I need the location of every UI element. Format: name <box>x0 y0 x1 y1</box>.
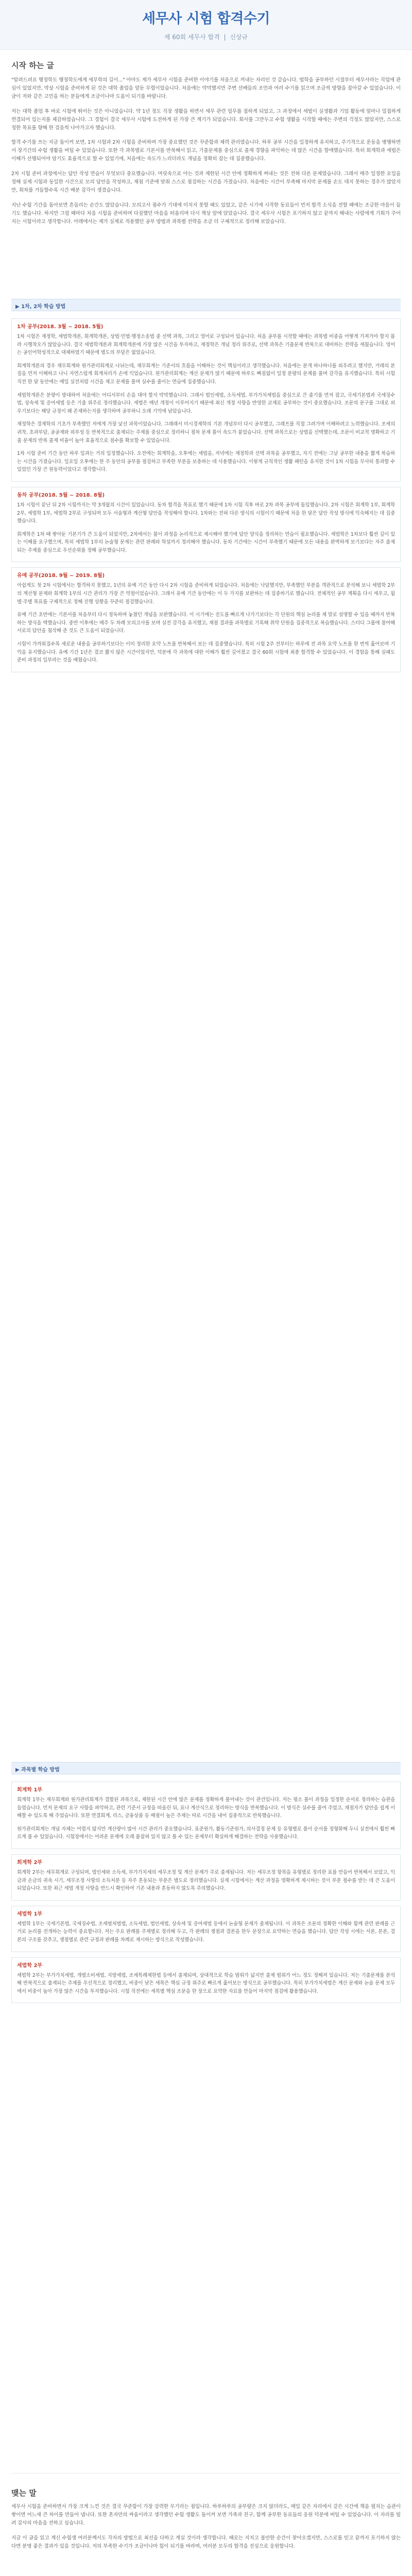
study-period-box <box>11 318 401 482</box>
page-title: 세무사 시험 합격수기 <box>142 11 270 27</box>
paragraph: 지금 이 글을 읽고 계신 수험생 여러분께서도 각자의 방법으로 최선을 다하고 계실 것이라 생각합니다. 때로는 지치고 불안한 순간이 찾아오겠지만, 스스로를 믿고 끝까지 포기하지 않는다면 분명 좋은 결과가 있을 것입니다. 저의 부족한 수기가 조금이나마 힘이 되기를 바라며, 여러분 모두의 합격을 진심으로 응원합니다. <box>11 2535 401 2549</box>
author-name: 신상규 <box>230 33 248 41</box>
subject-method-boxes <box>11 1782 401 2008</box>
box-heading: 회계학 2부 <box>17 1859 43 1866</box>
study-period-box <box>11 1906 401 1952</box>
paragraph: 세무사 시험을 준비하면서 가장 크게 느낀 것은 결국 꾸준함이 가장 강력한 무기라는 점입니다. 하루하루의 공부량은 크지 않더라도, 매일 같은 자리에서 같은 시간에 책을 펼치는 습관이 쌓이면 어느새 큰 차이를 만들어 냅니다. 또한 혼자만의 싸움이라고 생각했던 수험 생활도 돌이켜 보면 가족과 친구, 함께 공부한 동료들의 응원 덕분에 버틸 수 있었습니다. 이 자리를 빌려 감사의 마음을 전하고 싶습니다. <box>11 2504 401 2526</box>
box-heading: 1차 공부(2018. 3월 ~ 2018. 5월) <box>17 324 104 330</box>
study-period-box <box>11 567 401 672</box>
box-heading: 동차 공부(2018. 5월 ~ 2018. 8월) <box>17 492 105 498</box>
paragraph: 세법학 2부는 부가가치세법, 개별소비세법, 지방세법, 조세특례제한법 등에서 출제되며, 상대적으로 학습 범위가 넓지만 출제 범위가 어느 정도 정해져 있습니다. 저는 기출문제를 분석해 반복적으로 출제되는 주제를 우선적으로 정리했고, 비중이 낮은 세목은 핵심 규정 위주로 빠르게 훑어보는 방식으로 공부했습니다. 특히 부가가치세법은 계산 문제와 논술 문제 모두에서 비중이 높아 가장 많은 시간을 투자했습니다. 시험 직전에는 세목별 핵심 조문을 한 장으로 요약한 자료를 만들어 마지막 점검에 활용했습니다. <box>17 1972 395 1994</box>
paragraph: 합격 수기를 쓰는 지금 돌이켜 보면, 1차 시험과 2차 시험을 준비하며 가장 중요했던 것은 꾸준함과 체력 관리였습니다. 하루 공부 시간을 일정하게 유지하고, 주기적으로 운동을 병행하면서 장기간의 수험 생활을 버틸 수 있었습니다. 또한 각 과목별로 기본서를 반복해서 읽고, 기출문제를 중심으로 출제 경향을 파악하는 데 많은 시간을 할애했습니다. 특히 회계학과 세법은 이해가 선행되어야 암기도 효율적으로 할 수 있었기에, 처음에는 속도가 느리더라도 개념을 정확히 잡는 데 집중했습니다. <box>11 140 401 162</box>
header-inner <box>52 7 360 41</box>
study-method-boxes <box>11 318 401 677</box>
intro-heading: 시작 하는 글 <box>11 61 54 70</box>
section-bar-label: ▶ 1차, 2차 학습 방법 <box>15 304 66 310</box>
paragraph: 1차 시험이 끝난 뒤 2차 시험까지는 약 3개월의 시간이 있었습니다. 동차 합격을 목표로 했기 때문에 1차 시험 직후 바로 2차 과목 공부에 돌입했습니다. 2차 시험은 회계학 1부, 회계학 2부, 세법학 1부, 세법학 2부로 구성되며 모두 서술형과 계산형 답안을 작성해야 합니다. 1차와는 전혀 다른 방식의 시험이기 때문에 처음 한 달은 답안 작성 방식에 익숙해지는 데 집중했습니다. <box>17 502 395 524</box>
study-period-box <box>11 487 401 563</box>
paragraph: 시험이 가까워질수록 새로운 내용을 공부하기보다는 이미 정리한 요약 노트를 반복해서 보는 데 집중했습니다. 특히 시험 2주 전부터는 하루에 전 과목 요약 노트를 한 번씩 훑어보며 기억을 유지했습니다. 유예 기간 1년은 결코 짧지 않은 시간이었지만, 덕분에 각 과목에 대한 이해가 훨씬 깊어졌고 결국 60회 시험에 최종 합격할 수 있었습니다. 이 경험을 통해 실패도 준비 과정의 일부라는 것을 배웠습니다. <box>17 641 395 664</box>
page-header <box>0 0 412 50</box>
box-heading: 세법학 1부 <box>17 1911 43 1917</box>
box-heading: 회계학 1부 <box>17 1787 43 1793</box>
paragraph: 1차 시험 준비 기간 동안 하루 일과는 거의 일정했습니다. 오전에는 회계학을, 오후에는 세법을, 저녁에는 재정학과 선택 과목을 공부했고, 자기 전에는 그날 공부한 내용을 짧게 복습하는 시간을 가졌습니다. 일요일 오후에는 한 주 동안의 공부를 점검하고 부족한 부분을 보충하는 데 사용했습니다. 이렇게 규칙적인 생활 패턴을 유지한 것이 1차 시험을 무사히 통과할 수 있었던 가장 큰 원동력이었다고 생각합니다. <box>17 451 395 473</box>
paragraph: 유예 기간 초반에는 기본서를 처음부터 다시 정독하며 놓쳤던 개념을 보완했습니다. 이 시기에는 진도를 빠르게 나가기보다는 각 단원의 핵심 논리를 제 말로 설명할 수 있을 때까지 반복하는 방식을 택했습니다. 중반 이후에는 매주 두 차례 모의고사를 보며 실전 감각을 유지했고, 채점 결과를 과목별로 기록해 취약 단원을 집중적으로 복습했습니다. 스터디 그룹에 참여해 서로의 답안을 첨삭해 준 것도 큰 도움이 되었습니다. <box>17 612 395 634</box>
paragraph: 지난 수험 기간을 돌아보면 흔들리는 순간도 많았습니다. 모의고사 점수가 기대에 미치지 못할 때도 있었고, 같은 시기에 시작한 동료들이 먼저 합격 소식을 전할 때에는 조급한 마음이 들기도 했습니다. 하지만 그럴 때마다 처음 시험을 준비하며 다짐했던 마음을 떠올리며 다시 책상 앞에 앉았습니다. 결국 세무사 시험은 포기하지 않고 끝까지 해내는 사람에게 기회가 주어지는 시험이라고 생각합니다. 아래에서는 제가 실제로 적용했던 공부 방법과 과목별 전략을 조금 더 구체적으로 정리해 보았습니다. <box>11 202 401 225</box>
closing-body <box>11 2503 401 2557</box>
section-bar-study-method <box>11 299 401 311</box>
section-bar-label: ▶ 과목별 학습 방법 <box>15 1767 60 1773</box>
intro-body <box>11 76 401 233</box>
paragraph: 회계학개론의 경우 재무회계와 원가관리회계로 나뉘는데, 재무회계는 기준서의 흐름을 이해하는 것이 핵심이라고 생각했습니다. 처음에는 분개 하나하나를 외우려고 했지만, 거래의 본질을 먼저 이해하고 나니 자연스럽게 회계처리가 손에 익었습니다. 원가관리회계는 계산 문제가 많기 때문에 하루도 빠짐없이 일정 분량의 문제를 풀며 감각을 유지했습니다. 특히 시험 직전 한 달 동안에는 매일 실전처럼 시간을 재고 문제를 풀며 실수를 줄이는 연습에 집중했습니다. <box>17 363 395 385</box>
paragraph: 회계학은 1차 때 쌓아둔 기본기가 큰 도움이 되었지만, 2차에서는 풀이 과정을 논리적으로 제시해야 했기에 답안 양식을 정리하는 연습이 필요했습니다. 세법학은 1차보다 훨씬 깊이 있는 이해를 요구했으며, 특히 세법학 1부의 논술형 문제는 관련 판례와 학설까지 정리해야 했습니다. 동차 기간에는 시간이 부족했기 때문에 모든 내용을 완벽하게 보기보다는 자주 출제되는 주제를 중심으로 우선순위를 정해 공부했습니다. <box>17 531 395 553</box>
subtitle-separator: | <box>224 33 226 41</box>
paragraph: "알려드려요 행정학도 행정학도에게 세무학의 길이..." 아마도 제가 세무사 시험을 준비한 이야기를 처음으로 꺼내는 자리인 것 같습니다. 법학을 공부하던 시절부터 세무사라는 직업에 관심이 있었지만, 막상 시험을 준비하게 된 것은 대학 졸업을 앞둔 무렵이었습니다. 처음에는 막막했지만 주변 선배들의 조언과 여러 수기를 읽으며 조금씩 방향을 잡아갈 수 있었습니다. 이 글이 저와 같은 고민을 하는 분들에게 조금이나마 도움이 되기를 바랍니다. <box>11 77 401 99</box>
paragraph: 저는 대학 졸업 후 바로 시험에 뛰어든 것은 아니었습니다. 약 1년 정도 직장 생활을 하면서 세무 관련 업무를 접하게 되었고, 그 과정에서 세법이 실생활과 기업 활동에 얼마나 밀접하게 연결되어 있는지를 체감하였습니다. 그 경험이 결국 세무사 시험에 도전하게 된 가장 큰 계기가 되었습니다. 회사를 그만두고 수험 생활을 시작할 때에는 주변의 걱정도 많았지만, 스스로 정한 목표를 향해 한 걸음씩 나아가고자 했습니다. <box>11 108 401 131</box>
paragraph: 2차 시험 준비 과정에서는 답안 작성 연습이 무엇보다 중요했습니다. 머릿속으로 아는 것과 제한된 시간 안에 정확하게 써내는 것은 전혀 다른 문제였습니다. 그래서 매주 일정한 요일을 정해 실제 시험과 동일한 시간으로 모의 답안을 작성하고, 채점 기준에 맞춰 스스로 점검하는 시간을 가졌습니다. 처음에는 시간이 부족해 마지막 문제를 손도 대지 못하는 경우가 많았지만, 회차를 거듭할수록 시간 배분 감각이 생겼습니다. <box>11 171 401 193</box>
exam-round: 제 60회 세무사 합격 <box>164 33 220 41</box>
page-subtitle <box>52 32 360 41</box>
study-period-box <box>11 1854 401 1901</box>
box-heading: 세법학 2부 <box>17 1962 43 1969</box>
study-period-box <box>11 1782 401 1849</box>
paragraph: 1차 시험은 재정학, 세법학개론, 회계학개론, 상법·민법·행정소송법 중 선택 과목, 그리고 영어로 구성되어 있습니다. 처음 공부를 시작할 때에는 과목별 비중을 어떻게 가져가야 할지 몰라 시행착오가 많았습니다. 결국 세법학개론과 회계학개론에 가장 많은 시간을 투자하고, 재정학은 개념 정리 위주로, 선택 과목은 기출문제 반복으로 대비하는 전략을 세웠습니다. 영어는 공인어학성적으로 대체하였기 때문에 별도의 부담은 없었습니다. <box>17 334 395 356</box>
closing-heading: 맺는 말 <box>11 2488 37 2498</box>
box-heading: 유예 공부(2018. 9월 ~ 2019. 8월) <box>17 573 105 579</box>
paragraph: 원가관리회계는 개념 자체는 어렵지 않지만 계산량이 많아 시간 관리가 중요했습니다. 표준원가, 활동기준원가, 의사결정 문제 등 유형별로 풀이 순서를 정형화해 두니 실전에서 훨씬 빠르게 풀 수 있었습니다. 시험장에서는 어려운 문제에 오래 붙잡혀 있지 않고 풀 수 있는 문제부터 확실하게 해결하는 전략을 사용했습니다. <box>17 1826 395 1840</box>
section-bar-subject-method <box>11 1762 401 1774</box>
paragraph: 세법학개론은 분량이 방대하여 처음에는 어디서부터 손을 대야 할지 막막했습니다. 그래서 법인세법, 소득세법, 부가가치세법을 중심으로 큰 줄기를 먼저 잡고, 국세기본법과 국세징수법, 상속세 및 증여세법 등은 기출 위주로 정리했습니다. 세법은 매년 개정이 이루어지기 때문에 최신 개정 사항을 반영한 교재로 공부하는 것이 중요했습니다. 조문의 문구를 그대로 외우기보다는 해당 규정이 왜 존재하는지를 생각하며 공부하니 오래 기억에 남았습니다. <box>17 392 395 414</box>
paragraph: 회계학 1부는 재무회계와 원가관리회계가 결합된 과목으로, 제한된 시간 안에 많은 문제를 정확하게 풀어내는 것이 관건입니다. 저는 평소 풀이 과정을 일정한 순서로 정리하는 습관을 들였습니다. 먼저 문제의 요구 사항을 파악하고, 관련 기준서 규정을 떠올린 뒤, 표나 계산식으로 정리하는 방식을 반복했습니다. 이 방식은 실수를 줄여 주었고, 채점자가 답안을 쉽게 이해할 수 있도록 해 주었습니다. 또한 연결회계, 리스, 금융상품 등 배점이 높은 주제는 따로 시간을 내어 집중적으로 반복했습니다. <box>17 1797 396 1819</box>
study-period-box <box>11 1957 401 2004</box>
paragraph: 재정학은 경제학의 기초가 부족했던 저에게 가장 낯선 과목이었습니다. 그래래서 미시경제학의 기본 개념부터 다시 공부했고, 그래프를 직접 그려가며 이해하려고 노력했습니다. 조세의 귀착, 초과부담, 공공재와 외부성 등 반복적으로 출제되는 주제를 중심으로 정리하니 점차 문제 풀이 속도가 붙었습니다. 선택 과목으로는 상법을 선택했는데, 조문이 비교적 명확하고 기출 문제의 반복 출제 비율이 높아 효율적으로 점수를 확보할 수 있었습니다. <box>17 421 395 444</box>
paragraph: 아쉽게도 첫 2차 시험에서는 합격하지 못했고, 1년의 유예 기간 동안 다시 2차 시험을 준비하게 되었습니다. 처음에는 낙담했지만, 부족했던 부분을 객관적으로 분석해 보니 세법학 2부의 계산형 문제와 회계학 1부의 시간 관리가 가장 큰 약점이었습니다. 그래서 유예 기간 동안에는 이 두 가지를 보완하는 데 집중하기로 했습니다. 전체적인 공부 계획을 다시 세우고, 월별·주별 목표를 구체적으로 정해 진행 상황을 꾸준히 점검했습니다. <box>17 583 395 605</box>
paragraph: 세법학 1부는 국세기본법, 국세징수법, 조세범처벌법, 소득세법, 법인세법, 상속세 및 증여세법 등에서 논술형 문제가 출제됩니다. 이 과목은 조문의 정확한 이해와 함께 관련 판례를 근거로 논리를 전개하는 능력이 중요합니다. 저는 주요 판례를 주제별로 정리해 두고, 각 판례의 쟁점과 결론을 한두 문장으로 요약하는 연습을 했습니다. 답안 작성 시에는 서론, 본론, 결론의 구조를 갖추고, 쟁점별로 관련 규정과 판례를 차례로 제시하는 방식으로 작성했습니다. <box>17 1921 395 1943</box>
paragraph: 회계학 2부는 세무회계로 구성되며, 법인세와 소득세, 부가가치세의 세무조정 및 계산 문제가 주로 출제됩니다. 저는 세무조정 항목을 유형별로 정리한 표를 만들어 반복해서 보았고, 익금과 손금의 귀속 시기, 세무조정 사항의 소득처분 등 자주 혼동되는 부분은 별도로 정리했습니다. 실제 시험에서는 계산 과정을 명확하게 제시하는 것이 부분 점수를 받는 데 큰 도움이 되었습니다. 또한 최근 세법 개정 사항을 반드시 확인하여 기존 내용과 혼동하지 않도록 주의했습니다. <box>17 1869 395 1892</box>
